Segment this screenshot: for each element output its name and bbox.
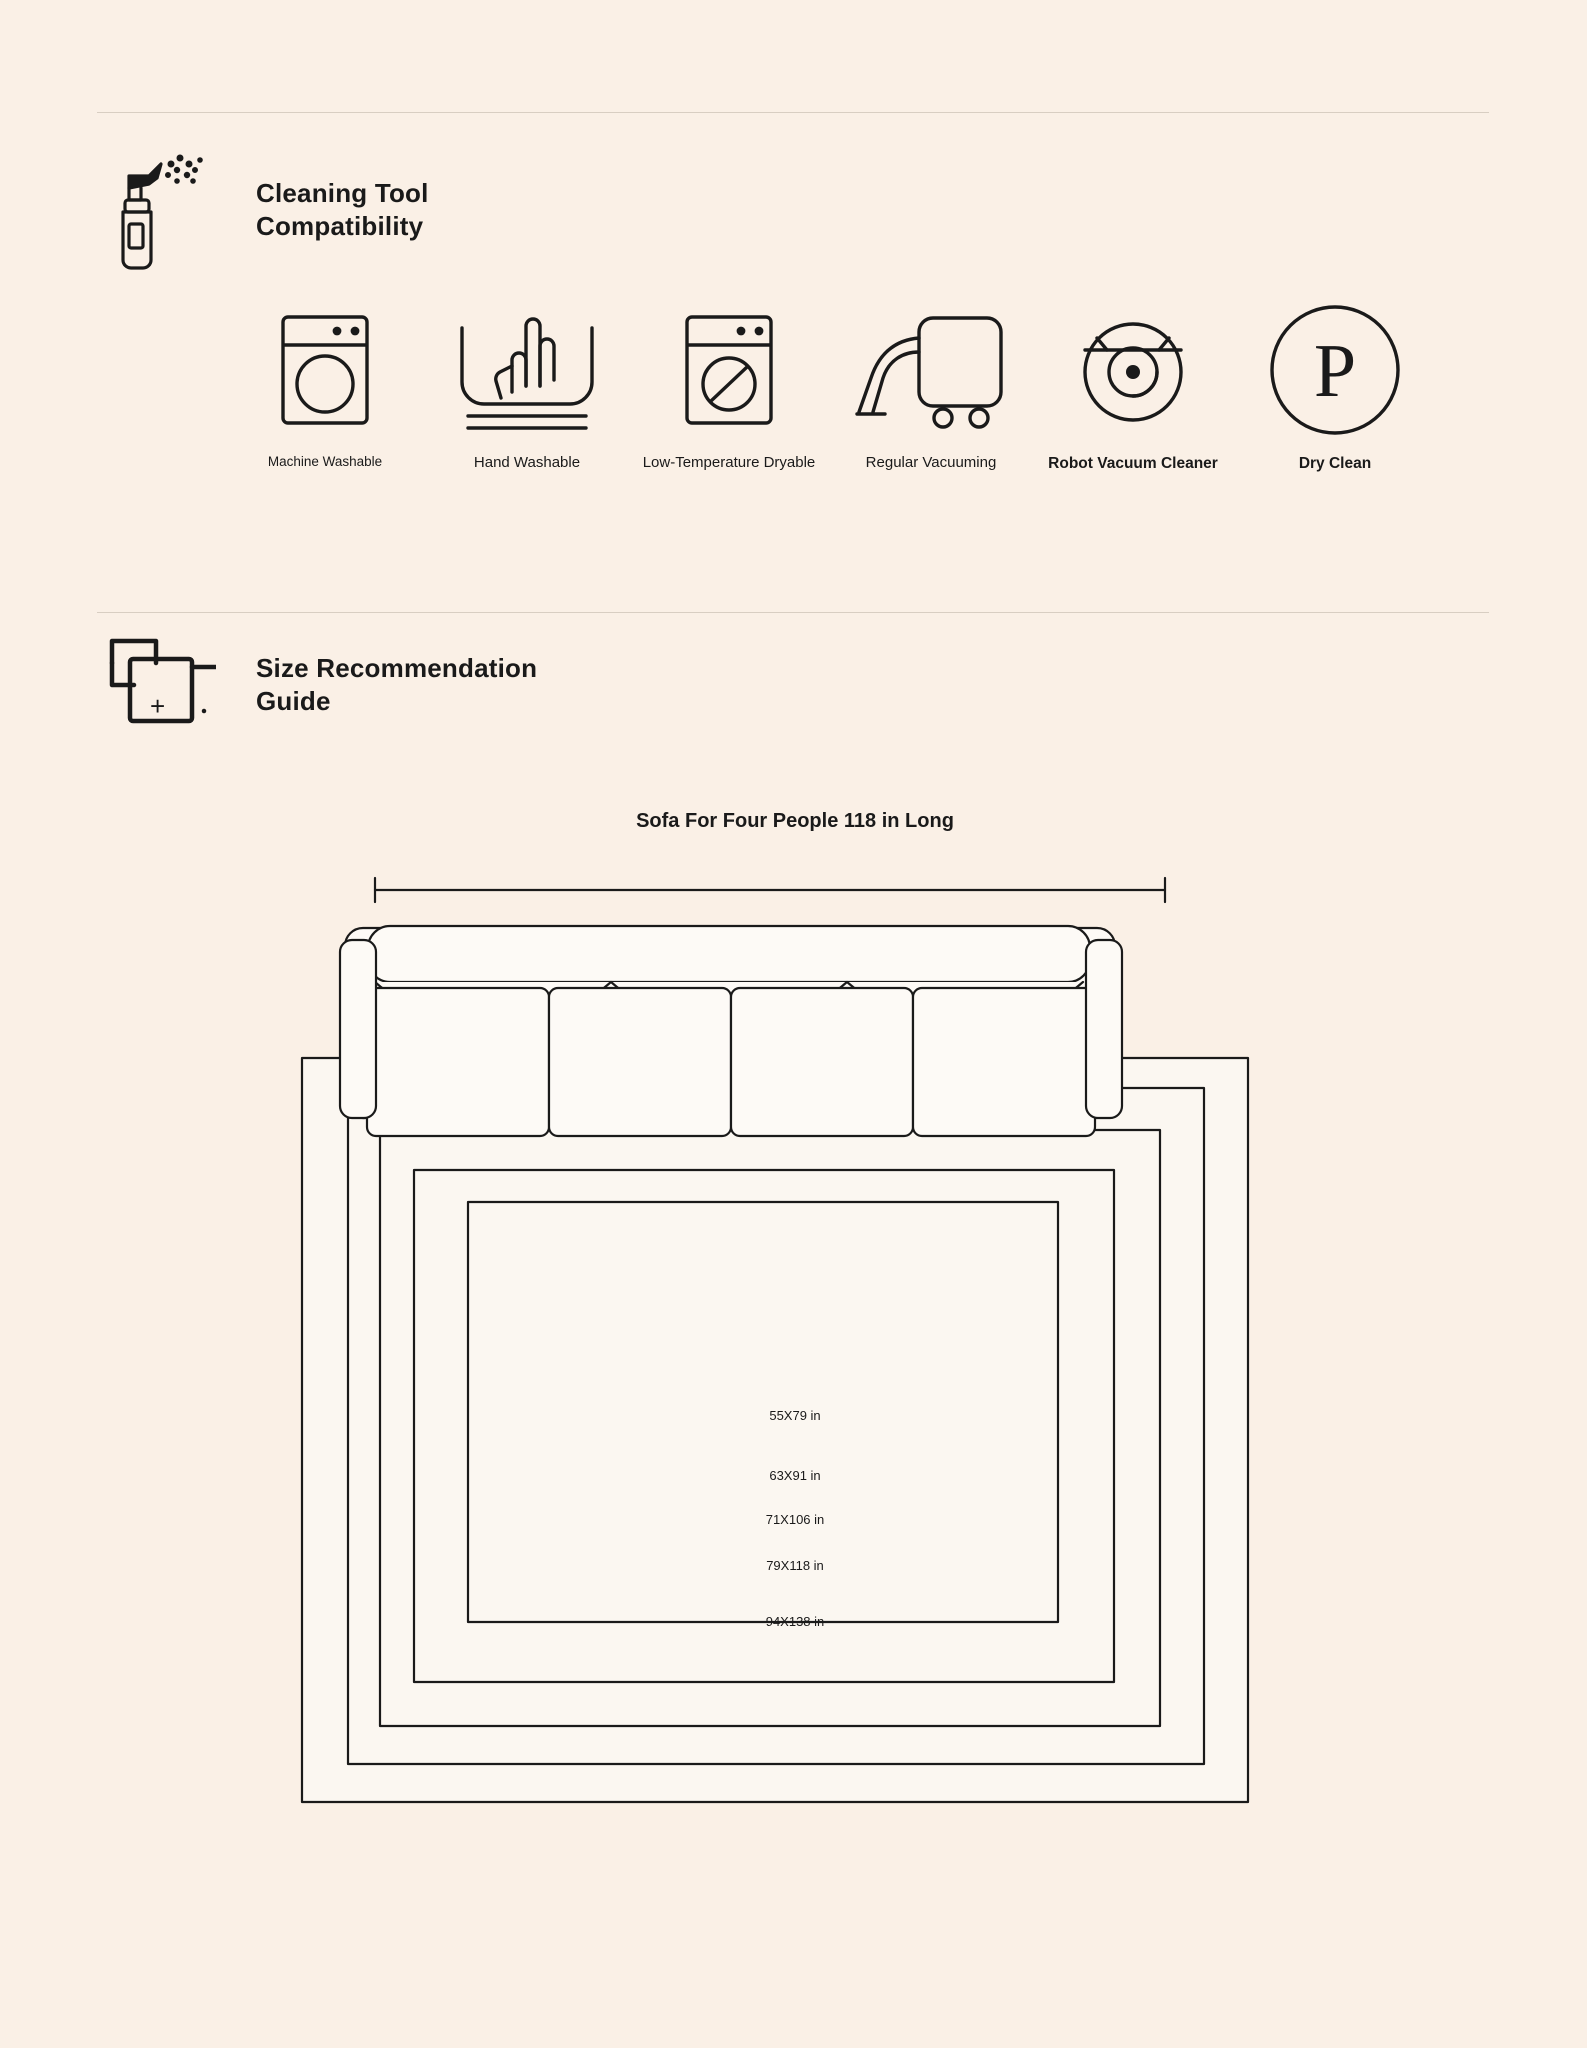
divider-top (97, 112, 1489, 113)
cleaning-item-machine-washable (230, 300, 420, 471)
rug-size-label-71x106: 71X106 in (765, 1512, 825, 1527)
cleaning-item-label: Hand Washable (473, 454, 581, 471)
cleaning-section-title: Cleaning Tool Compatibility (256, 177, 429, 241)
cleaning-item-hand-washable (432, 300, 622, 473)
resize-frames-icon (100, 625, 220, 745)
svg-text:P: P (1313, 329, 1357, 413)
sofa-dimension-label: Sofa For Four People 118 in Long (626, 808, 964, 834)
cleaning-item-label: Machine Washable (267, 454, 383, 469)
cleaning-icon-row (230, 300, 1430, 530)
cleaning-item-label: Robot Vacuum Cleaner (1048, 455, 1218, 472)
rug-size-label-55x79: 55X79 in (769, 1408, 821, 1423)
rug-size-label-79x118: 79X118 in (766, 1558, 824, 1573)
cleaning-item-label: Regular Vacuuming (865, 454, 997, 471)
size-section-header (100, 625, 556, 745)
dry-clean-p-icon (1269, 300, 1401, 440)
rug-size-label-94x138: 94X138 in (765, 1614, 825, 1629)
robot-vacuum-icon (1073, 300, 1193, 440)
divider-middle (97, 612, 1489, 613)
svg-text:+: + (150, 690, 166, 721)
cleaning-item-low-temp-dryable (634, 300, 824, 473)
vacuum-cleaner-icon (851, 300, 1011, 440)
size-diagram (300, 810, 1290, 1850)
cleaning-item-regular-vacuuming (836, 300, 1026, 473)
hand-wash-icon (452, 300, 602, 440)
size-section-title: Size Recommendation Guide (256, 652, 538, 716)
cleaning-item-label: Low-Temperature Dryable (642, 454, 816, 471)
cleaning-item-robot-vacuum (1038, 300, 1228, 473)
rug-size-label-63x91: 63X91 in (769, 1468, 821, 1483)
cleaning-item-dry-clean (1240, 300, 1430, 473)
cleaning-item-label: Dry Clean (1298, 455, 1372, 472)
cleaning-section-header (100, 150, 556, 270)
washing-machine-icon (275, 300, 375, 440)
spray-bottle-icon (100, 150, 220, 270)
tumble-dry-low-icon (679, 300, 779, 440)
